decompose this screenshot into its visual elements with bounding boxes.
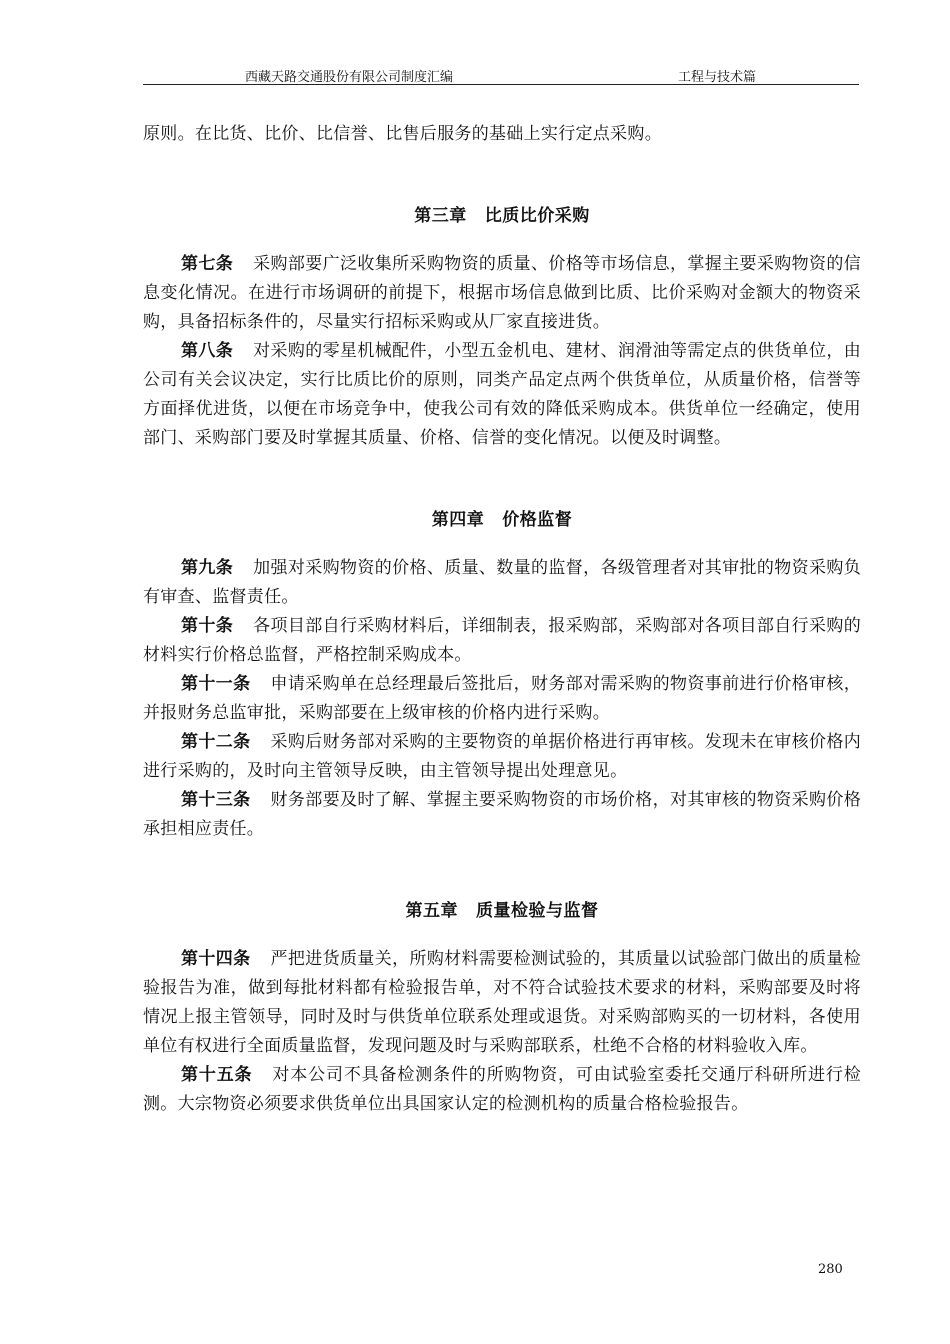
article-label: 第十一条 — [181, 674, 251, 694]
chapter-number: 第五章 — [405, 901, 458, 921]
chapter-title: 质量检验与监督 — [476, 901, 599, 921]
article-label: 第九条 — [181, 558, 234, 578]
article-text: 对本公司不具备检测条件的所购物资，可由试验室委托交通厅科研所进行检测。大宗物资必须要求供货单位出具国家认定的检测机构的质量合格检验报告。 — [143, 1065, 862, 1114]
article-text: 对采购的零星机械配件，小型五金机电、建材、润滑油等需定点的供货单位，由公司有关会议决定，实行比质比价的原则，同类产品定点两个供货单位，从质量价格，信誉等方面择优进货，以便在市场竞争中，使我公司有效的降低采购成本。供货单位一经确定，使用部门、采购部门要及时掌握其质量、价格、信誉的变化情况。以便及时调整。 — [143, 341, 862, 448]
article-11 — [143, 670, 861, 728]
article-text: 采购部要广泛收集所采购物资的质量、价格等市场信息，掌握主要采购物资的信息变化情况。在进行市场调研的前提下，根据市场信息做到比质、比价采购对金额大的物资采购，具备招标条件的，尽量实行招标采购或从厂家直接进货。 — [143, 254, 862, 332]
article-label: 第七条 — [181, 254, 234, 274]
article-9 — [143, 554, 861, 612]
article-8 — [143, 337, 861, 453]
article-text: 采购后财务部对采购的主要物资的单据价格进行再审核。发现未在审核价格内进行采购的，及时向主管领导反映，由主管领导提出处理意见。 — [143, 732, 861, 781]
article-label: 第十条 — [181, 616, 234, 636]
document-body — [143, 120, 861, 1119]
article-text: 严把进货质量关，所购材料需要检测试验的，其质量以试验部门做出的质量检验报告为准，做到每批材料都有检验报告单，对不符合试验技术要求的材料，采购部要及时将情况上报主管领导，同时及时与供货单位联系处理或退货。对采购部购买的一切材料，各使用单位有权进行全面质量监督，发现问题及时与采购部联系，杜绝不合格的材料验收入库。 — [143, 949, 861, 1056]
header-section: 工程与技术篇 — [678, 70, 757, 85]
running-header — [143, 64, 859, 85]
article-label: 第十二条 — [181, 732, 251, 752]
article-text: 申请采购单在总经理最后签批后，财务部对需采购的物资事前进行价格审核，并报财务总监审批，采购部要在上级审核的价格内进行采购。 — [143, 674, 861, 723]
article-13 — [143, 786, 861, 844]
article-label: 第十四条 — [181, 949, 251, 969]
chapter-number: 第四章 — [431, 510, 485, 530]
chapter-heading-4 — [143, 505, 861, 530]
article-7 — [143, 250, 861, 337]
article-text: 各项目部自行采购材料后，详细制表，报采购部，采购部对各项目部自行采购的材料实行价格总监督，严格控制采购成本。 — [143, 616, 862, 665]
chapter-number: 第三章 — [414, 206, 467, 226]
chapter-title: 比质比价采购 — [484, 206, 590, 226]
chapter-title: 价格监督 — [502, 510, 573, 530]
chapter-heading-3 — [143, 201, 861, 226]
article-label: 第八条 — [181, 341, 234, 361]
article-label: 第十五条 — [181, 1065, 253, 1085]
article-text: 加强对采购物资的价格、质量、数量的监督，各级管理者对其审批的物资采购负有审查、监督责任。 — [143, 558, 862, 607]
page-number: 280 — [818, 1262, 843, 1277]
header-title: 西藏天路交通股份有限公司制度汇编 — [245, 70, 454, 85]
article-text: 财务部要及时了解、掌握主要采购物资的市场价格，对其审核的物资采购价格承担相应责任。 — [143, 790, 861, 839]
article-10 — [143, 612, 861, 670]
article-12 — [143, 728, 861, 786]
article-14 — [143, 945, 861, 1061]
article-label: 第十三条 — [181, 790, 251, 810]
article-15 — [143, 1061, 861, 1119]
chapter-heading-5 — [143, 896, 861, 921]
intro-paragraph: 原则。在比货、比价、比信誉、比售后服务的基础上实行定点采购。 — [143, 124, 662, 144]
